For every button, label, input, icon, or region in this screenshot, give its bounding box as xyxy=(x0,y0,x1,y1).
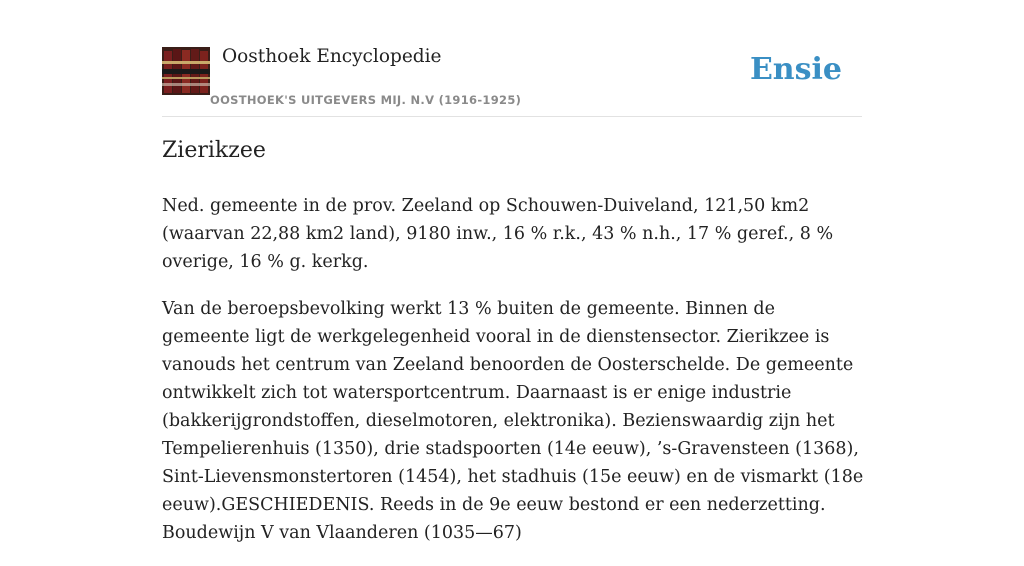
article-paragraph: Ned. gemeente in de prov. Zeeland op Schouwen-Duiveland, 121,50 km2 (waarvan 22,88 km2 land), 9180 inw., 16 % r.k., 43 % n.h., 17 % geref., 8 % overige, 16 % g. kerkg. xyxy=(162,196,834,272)
brand-logo[interactable]: Ensie xyxy=(749,52,842,87)
encyclopedia-books-logo[interactable] xyxy=(162,47,210,95)
books-icon xyxy=(162,47,210,95)
publisher-label: OOSTHOEK'S UITGEVERS MIJ. N.V (1916-1925) xyxy=(210,93,522,107)
article-paragraph: Van de beroepsbevolking werkt 13 % buiten de gemeente. Binnen de gemeente ligt de werkgelegenheid vooral in de dienstensector. Zierikzee is vanouds het centrum van Zeeland benoorden de Oosterschelde. De gemeente ontwikkelt zich tot watersportcentrum. Daarnaast is er enige industrie (bakkerijgrondstoffen, dieselmotoren, elektronika). Bezienswaardig zijn het Tempelierenhuis (1350), drie stadspoorten (14e eeuw), ’s-Gravensteen (1368), Sint-Lievensmonstertoren (1454), het stadhuis (15e eeuw) en de vismarkt (18e eeuw).GESCHIEDENIS. Reeds in de 9e eeuw bestond er een nederzetting. Boudewijn V van Vlaanderen (1035—67) xyxy=(162,299,864,543)
site-name[interactable]: Oosthoek Encyclopedie xyxy=(222,46,442,67)
article-title: Zierikzee xyxy=(162,138,266,163)
site-header xyxy=(162,46,862,117)
article-body xyxy=(162,192,866,566)
